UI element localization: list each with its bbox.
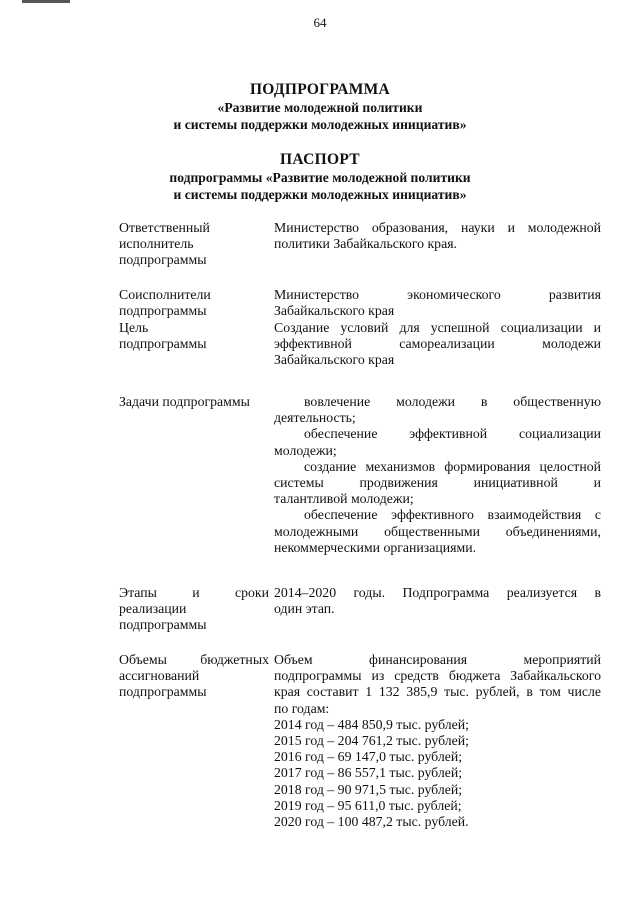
funding-year-line: 2015 год – 204 761,2 тыс. рублей; [274, 733, 469, 749]
funding-year-line: 2014 год – 484 850,9 тыс. рублей; [274, 716, 469, 732]
page-number: 64 [313, 15, 327, 30]
row-value: вовлечение молодежи в общественную деятельность; обеспечение эффективной социализации молодежи; создание механизмов формирования целостной системы продвижения инициативной и талантливой молодежи; обеспечение эффективного взаимодействия с молодежными общественными объединениями, некоммерческими организациями. [274, 394, 601, 555]
funding-year-line: 2018 год – 90 971,5 тыс. рублей; [274, 781, 463, 797]
row-value: Создание условий для успешной социализации и эффективной самореализации молодежи Забайкальского края [274, 320, 601, 368]
row-label: Ответственный исполнитель подпрограммы [119, 220, 210, 268]
passport-name-line-1: подпрограммы «Развитие молодежной политики [169, 170, 471, 185]
row-value: Министерство образования, науки и молодежной политики Забайкальского края. [274, 220, 601, 252]
subprogram-title [0, 80, 640, 133]
row-value: Министерство экономического развития Забайкальского края [274, 287, 601, 319]
funding-year-line: 2019 год – 95 611,0 тыс. рублей; [274, 797, 462, 813]
row-value: Объем финансирования мероприятий подпрограммы из средств бюджета Забайкальского края составит 1 132 385,9 тыс. рублей, в том числе по годам: 2014 год – 484 850,9 тыс. рублей; 2015 год – 204 761,2 тыс. рублей; 2016 год – 69 147,0 тыс. рублей; 2017 год – 86 557,1 тыс. рублей; 2018 год – 90 971,5 тыс. рублей; 2019 год – 95 611,0 тыс. рублей; 2020 год – 100 487,2 тыс. рублей. [274, 652, 601, 830]
passport-title [0, 150, 640, 203]
row-label: Цель подпрограммы [119, 320, 207, 352]
funding-year-line: 2016 год – 69 147,0 тыс. рублей; [274, 749, 463, 765]
row-label: Объемы бюджетных ассигнований подпрограммы [119, 652, 269, 700]
row-value: 2014–2020 годы. Подпрограмма реализуется в один этап. [274, 585, 601, 617]
row-label: Этапы и сроки реализации подпрограммы [119, 585, 269, 633]
subprogram-name-line-2: и системы поддержки молодежных инициатив» [173, 117, 467, 132]
passport-heading: ПАСПОРТ [280, 151, 360, 168]
funding-year-line: 2020 год – 100 487,2 тыс. рублей. [274, 814, 469, 830]
subprogram-name-line-1: «Развитие молодежной политики [217, 100, 423, 115]
passport-name-line-2: и системы поддержки молодежных инициатив» [173, 187, 467, 202]
funding-year-line: 2017 год – 86 557,1 тыс. рублей; [274, 765, 463, 781]
row-label: Задачи подпрограммы [119, 394, 250, 409]
scan-corner-mark [22, 0, 70, 3]
row-label: Соисполнители подпрограммы [119, 287, 211, 319]
subprogram-heading: ПОДПРОГРАММА [249, 81, 391, 98]
